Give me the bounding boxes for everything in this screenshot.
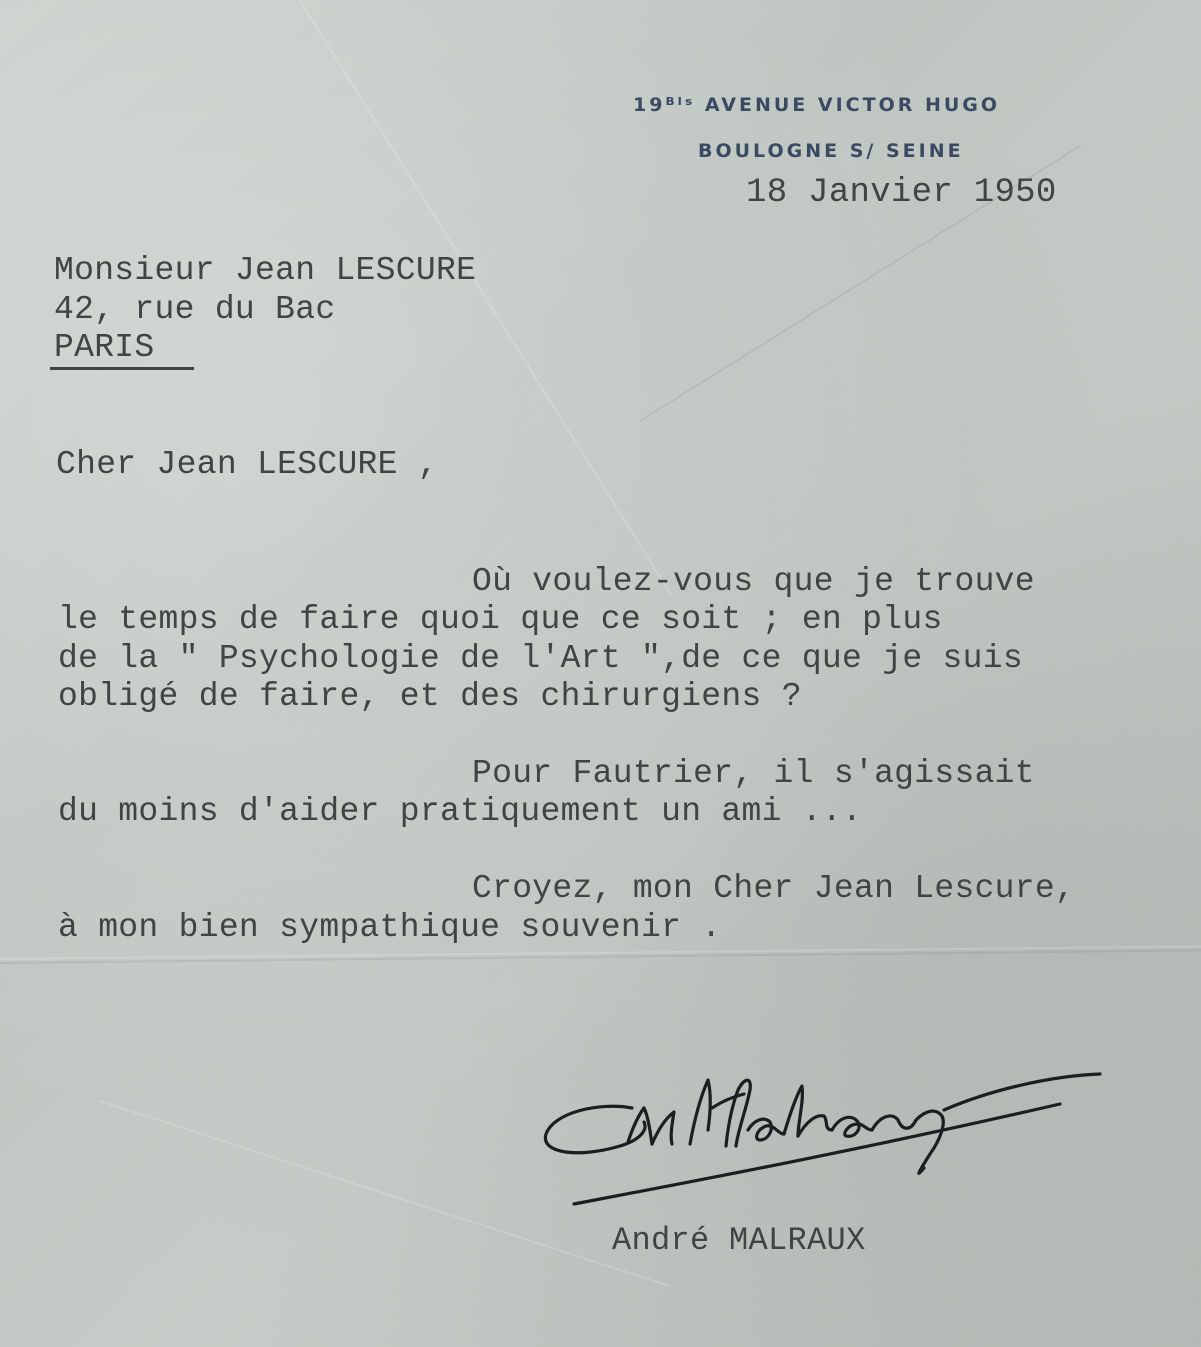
- body-paragraph1-line: Où voulez-vous que je trouve: [472, 563, 1035, 600]
- body-paragraph2-line: du moins d'aider pratiquement un ami ...: [58, 793, 863, 830]
- city-underline: [50, 367, 194, 370]
- recipient-name: Monsieur Jean LESCURE: [54, 252, 477, 289]
- letterhead-address-line2: BOULOGNE S/ SEINE: [698, 140, 964, 162]
- body-paragraph1-line: obligé de faire, et des chirurgiens ?: [58, 678, 802, 715]
- recipient-city: PARIS: [54, 329, 155, 366]
- recipient-street: 42, rue du Bac: [54, 291, 336, 328]
- body-paragraph3-line: Croyez, mon Cher Jean Lescure,: [472, 870, 1076, 907]
- handwritten-signature: [540, 1050, 1120, 1220]
- body-paragraph1-line: de la " Psychologie de l'Art ",de ce que je suis: [58, 640, 1023, 677]
- typed-signatory-name: André MALRAUX: [612, 1222, 866, 1259]
- body-paragraph1-line: le temps de faire quoi que ce soit ; en plus: [58, 601, 943, 638]
- paper-crease: [299, 0, 672, 595]
- salutation: Cher Jean LESCURE ,: [56, 446, 438, 483]
- letter-date: 18 Janvier 1950: [746, 174, 1057, 212]
- body-paragraph3-line: à mon bien sympathique souvenir .: [58, 909, 722, 946]
- letterhead-address-line1: 19ᴮᴵˢ AVENUE VICTOR HUGO: [633, 94, 1001, 116]
- body-paragraph2-line: Pour Fautrier, il s'agissait: [472, 755, 1035, 792]
